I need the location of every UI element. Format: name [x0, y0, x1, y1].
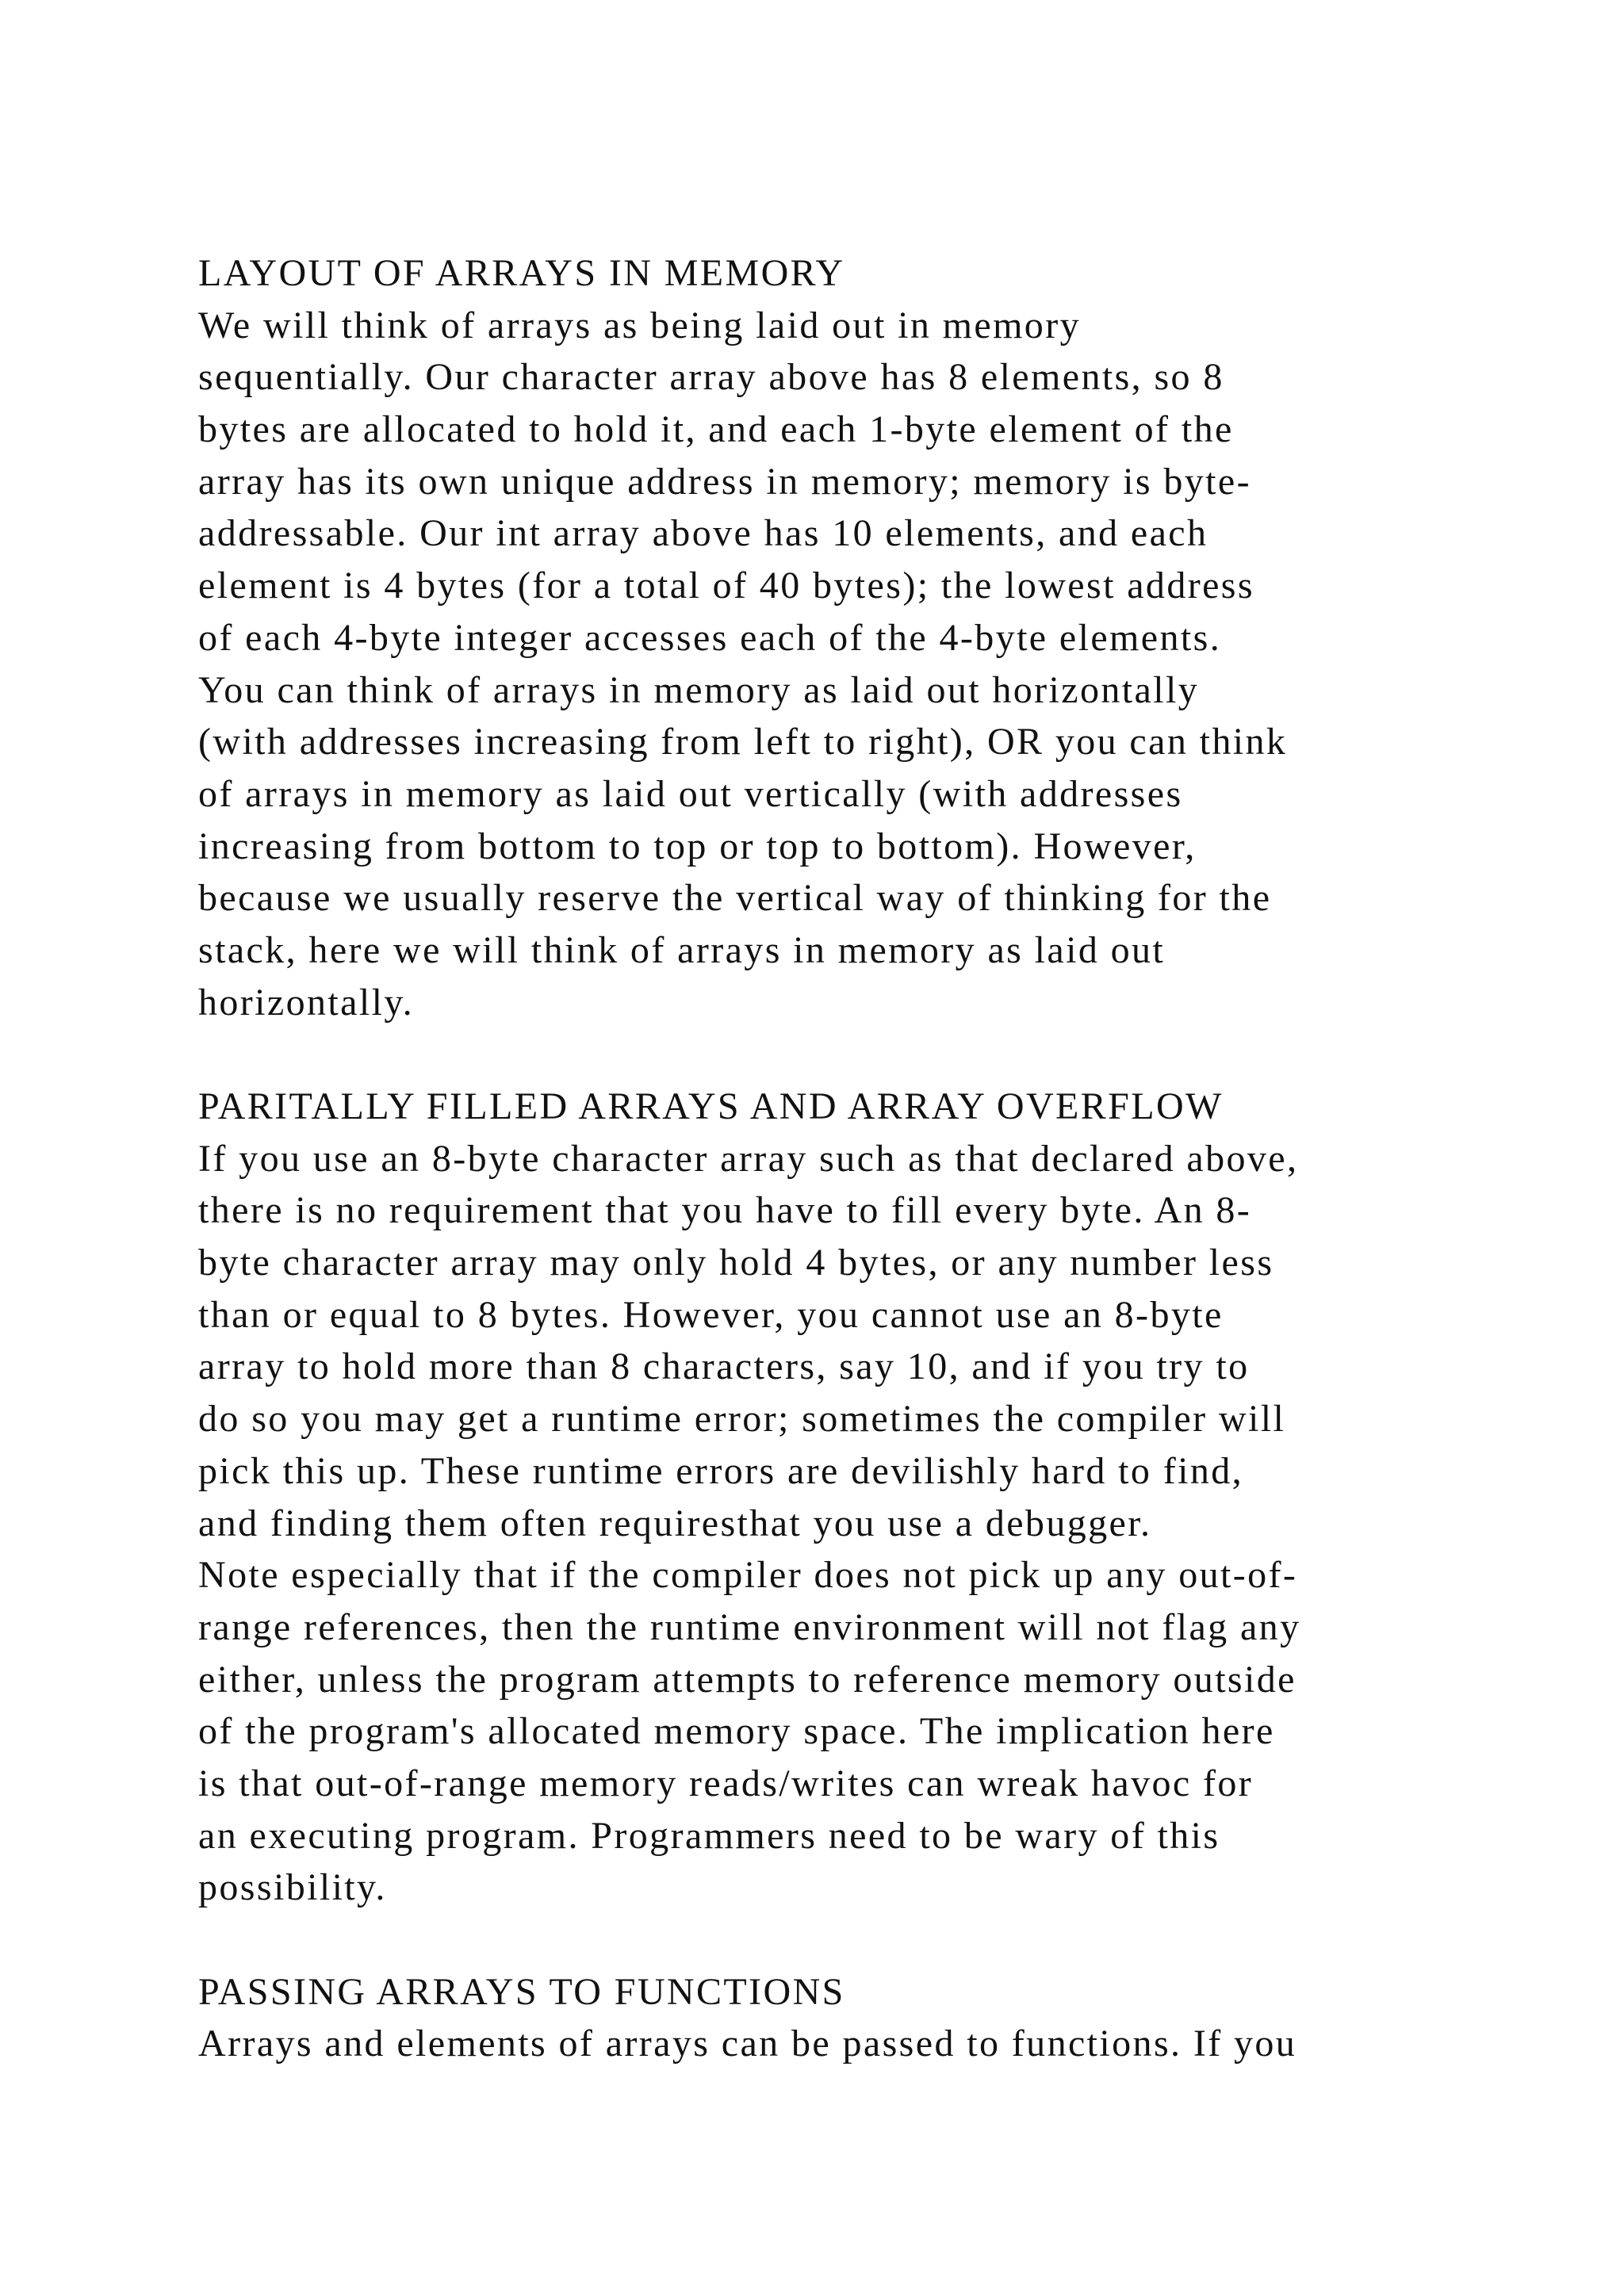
text-line: there is no requirement that you have to fill every byte. An 8- [198, 1189, 1252, 1232]
text-line: of the program's allocated memory space. The implication here [198, 1710, 1275, 1753]
text-line: of each 4-byte integer accesses each of the 4-byte elements. [198, 616, 1222, 659]
text-line: an executing program. Programmers need to be wary of this [198, 1814, 1220, 1857]
text-line: You can think of arrays in memory as laid out horizontally [198, 668, 1200, 711]
text-line: If you use an 8-byte character array such as that declared above, [198, 1137, 1299, 1180]
text-line: Note especially that if the compiler does not pick up any out-of- [198, 1554, 1298, 1597]
text-line: bytes are allocated to hold it, and each 1-byte element of the [198, 408, 1234, 451]
text-line: We will think of arrays as being laid out in memory [198, 304, 1081, 346]
section-passing-arrays [198, 1966, 1499, 2070]
section-heading: LAYOUT OF ARRAYS IN MEMORY [198, 252, 845, 294]
text-line: array to hold more than 8 characters, say 10, and if you try to [198, 1345, 1250, 1388]
text-line: Arrays and elements of arrays can be passed to functions. If you [198, 2022, 1297, 2065]
text-line: byte character array may only hold 4 bytes, or any number less [198, 1242, 1274, 1284]
text-line: increasing from bottom to top or top to bottom). However, [198, 825, 1197, 867]
section-partially-filled-arrays [198, 1081, 1499, 1914]
text-line: than or equal to 8 bytes. However, you cannot use an 8-byte [198, 1293, 1224, 1336]
text-line: element is 4 bytes (for a total of 40 bytes); the lowest address [198, 564, 1254, 607]
text-line: do so you may get a runtime error; sometimes the compiler will [198, 1398, 1286, 1441]
section-heading: PARITALLY FILLED ARRAYS AND ARRAY OVERFLOW [198, 1085, 1224, 1127]
paragraph-gap [198, 1914, 1499, 1966]
text-line: (with addresses increasing from left to right), OR you can think [198, 721, 1288, 763]
text-line: stack, here we will think of arrays in memory as laid out [198, 928, 1166, 971]
text-line: pick this up. These runtime errors are devilishly hard to find, [198, 1449, 1244, 1492]
text-line: sequentially. Our character array above has 8 elements, so 8 [198, 356, 1224, 399]
text-line: possibility. [198, 1866, 387, 1909]
text-line: array has its own unique address in memory; memory is byte- [198, 460, 1252, 503]
text-line: either, unless the program attempts to reference memory outside [198, 1658, 1297, 1701]
section-layout-of-arrays [198, 247, 1499, 1028]
text-line: and finding them often requiresthat you use a debugger. [198, 1502, 1152, 1544]
text-line: horizontally. [198, 981, 415, 1024]
text-line: range references, then the runtime environment will not flag any [198, 1605, 1301, 1648]
text-line: is that out-of-range memory reads/writes can wreak havoc for [198, 1762, 1254, 1804]
document-body [198, 247, 1499, 2070]
text-line: because we usually reserve the vertical way of thinking for the [198, 877, 1272, 920]
text-line: addressable. Our int array above has 10 elements, and each [198, 512, 1208, 555]
paragraph-gap [198, 1028, 1499, 1081]
text-line: of arrays in memory as laid out vertically (with addresses [198, 772, 1183, 815]
section-heading: PASSING ARRAYS TO FUNCTIONS [198, 1970, 845, 2013]
